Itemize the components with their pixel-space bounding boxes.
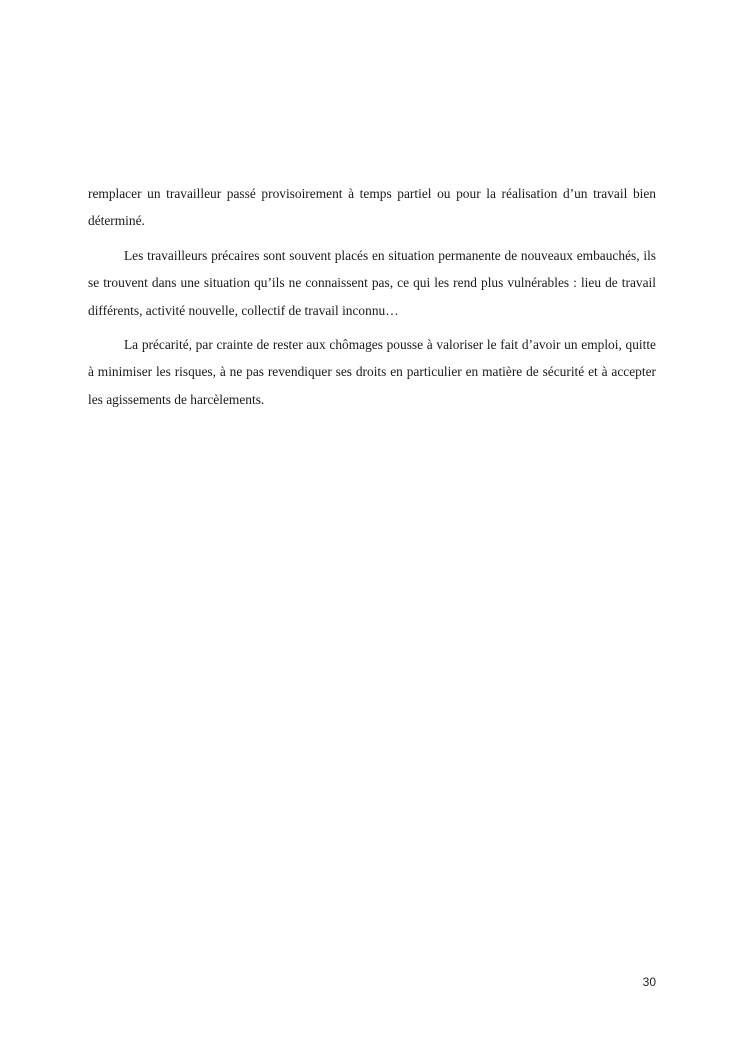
paragraph-precarity: La précarité, par crainte de rester aux chômages pousse à valoriser le fait d’avoir un emploi, quitte à minimiser les risques, à ne pas revendiquer ses droits en particulier en matière de sécurité et à accepter les agissements de harcèlements. — [88, 337, 656, 407]
body-text — [88, 180, 656, 420]
paragraph-continuation: remplacer un travailleur passé provisoirement à temps partiel ou pour la réalisation d’un travail bien déterminé. — [88, 186, 656, 229]
paragraph-precarious-workers: Les travailleurs précaires sont souvent placés en situation permanente de nouveaux embauchés, ils se trouvent dans une situation qu’ils ne connaissent pas, ce qui les rend plus vulnérables : lieu de travail différents, activité nouvelle, collectif de travail inconnu… — [88, 247, 656, 318]
page-number: 30 — [642, 975, 656, 989]
